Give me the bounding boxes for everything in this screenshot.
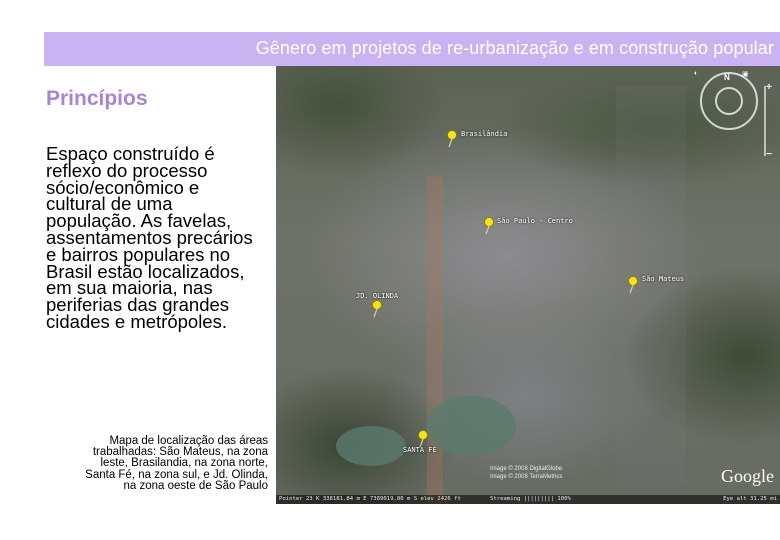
caption-line: Santa Fé, na zona sul, e Jd. Olinda, bbox=[85, 468, 268, 481]
section-title: Princípios bbox=[46, 87, 148, 110]
caption-line: Mapa de localização das áreas bbox=[109, 435, 268, 447]
body-line: sócio/econômico e bbox=[46, 176, 200, 198]
google-logo: Google bbox=[721, 466, 774, 486]
caption-line: trabalhadas: São Mateus, na zona bbox=[92, 446, 268, 459]
body-line: em sua maioria, nas bbox=[46, 277, 213, 299]
map-imagery-strip bbox=[427, 176, 443, 504]
reservoir-water bbox=[336, 426, 406, 466]
look-joystick[interactable] bbox=[715, 87, 743, 115]
credit-line: Image © 2008 DigitalGlobe bbox=[490, 466, 563, 472]
pin-label-jd-olinda: JD. OLINDA bbox=[356, 292, 399, 300]
streaming-status: Streaming ||||||||| 100% bbox=[490, 496, 571, 502]
pushpin-icon[interactable] bbox=[445, 130, 459, 148]
body-paragraph bbox=[46, 143, 281, 332]
pushpin-icon[interactable] bbox=[626, 276, 640, 294]
body-line: Espaço construído é bbox=[46, 143, 215, 164]
imagery-credits bbox=[490, 465, 562, 481]
pin-label-sao-mateus: São Mateus bbox=[642, 275, 685, 283]
zoom-out-icon[interactable]: − bbox=[766, 149, 772, 160]
slide-title: Gênero em projetos de re-urbanização e em construção popular bbox=[255, 38, 774, 58]
map-caption bbox=[40, 436, 268, 492]
header-bar bbox=[44, 32, 780, 66]
body-line: assentamentos precários bbox=[46, 226, 253, 248]
pin-label-centro: São Paulo - Centro bbox=[497, 217, 573, 225]
body-line: cultural de uma bbox=[46, 193, 173, 215]
map-status-bar bbox=[276, 495, 780, 504]
caption-line: leste, Brasilandia, na zona norte, bbox=[100, 457, 268, 470]
body-line: população. As favelas, bbox=[46, 210, 232, 232]
body-line: cidades e metrópoles. bbox=[46, 310, 227, 332]
eye-icon[interactable]: ◐ bbox=[694, 70, 699, 77]
caption-line: na zona oeste de São Paulo bbox=[123, 479, 268, 492]
pointer-coordinates: Pointer 23 K 338181.84 m E 7389019.80 m S elev 2426 ft bbox=[279, 496, 461, 502]
body-line: periferias das grandes bbox=[46, 294, 230, 316]
north-indicator: N bbox=[724, 73, 730, 82]
eye-altitude: Eye alt 31.25 mi bbox=[723, 496, 777, 502]
reservoir-water bbox=[426, 396, 516, 456]
body-line: e bairros populares no bbox=[46, 243, 231, 265]
pin-label-brasilandia: Brasilândia bbox=[461, 130, 508, 138]
body-line: reflexo do processo bbox=[46, 159, 208, 181]
zoom-slider[interactable] bbox=[764, 82, 774, 160]
pushpin-icon[interactable] bbox=[482, 217, 496, 235]
body-line: Brasil estão localizados, bbox=[46, 260, 245, 282]
pin-label-santa-fe: SANTA FÉ bbox=[403, 446, 437, 454]
pushpin-icon[interactable] bbox=[370, 300, 384, 318]
zoom-in-icon[interactable]: + bbox=[766, 82, 772, 93]
navigation-compass-control[interactable] bbox=[700, 72, 758, 130]
credit-line: Image © 2008 TerraMetrics bbox=[490, 474, 563, 480]
hand-icon[interactable]: ▣ bbox=[742, 71, 749, 78]
satellite-map[interactable] bbox=[276, 66, 780, 504]
